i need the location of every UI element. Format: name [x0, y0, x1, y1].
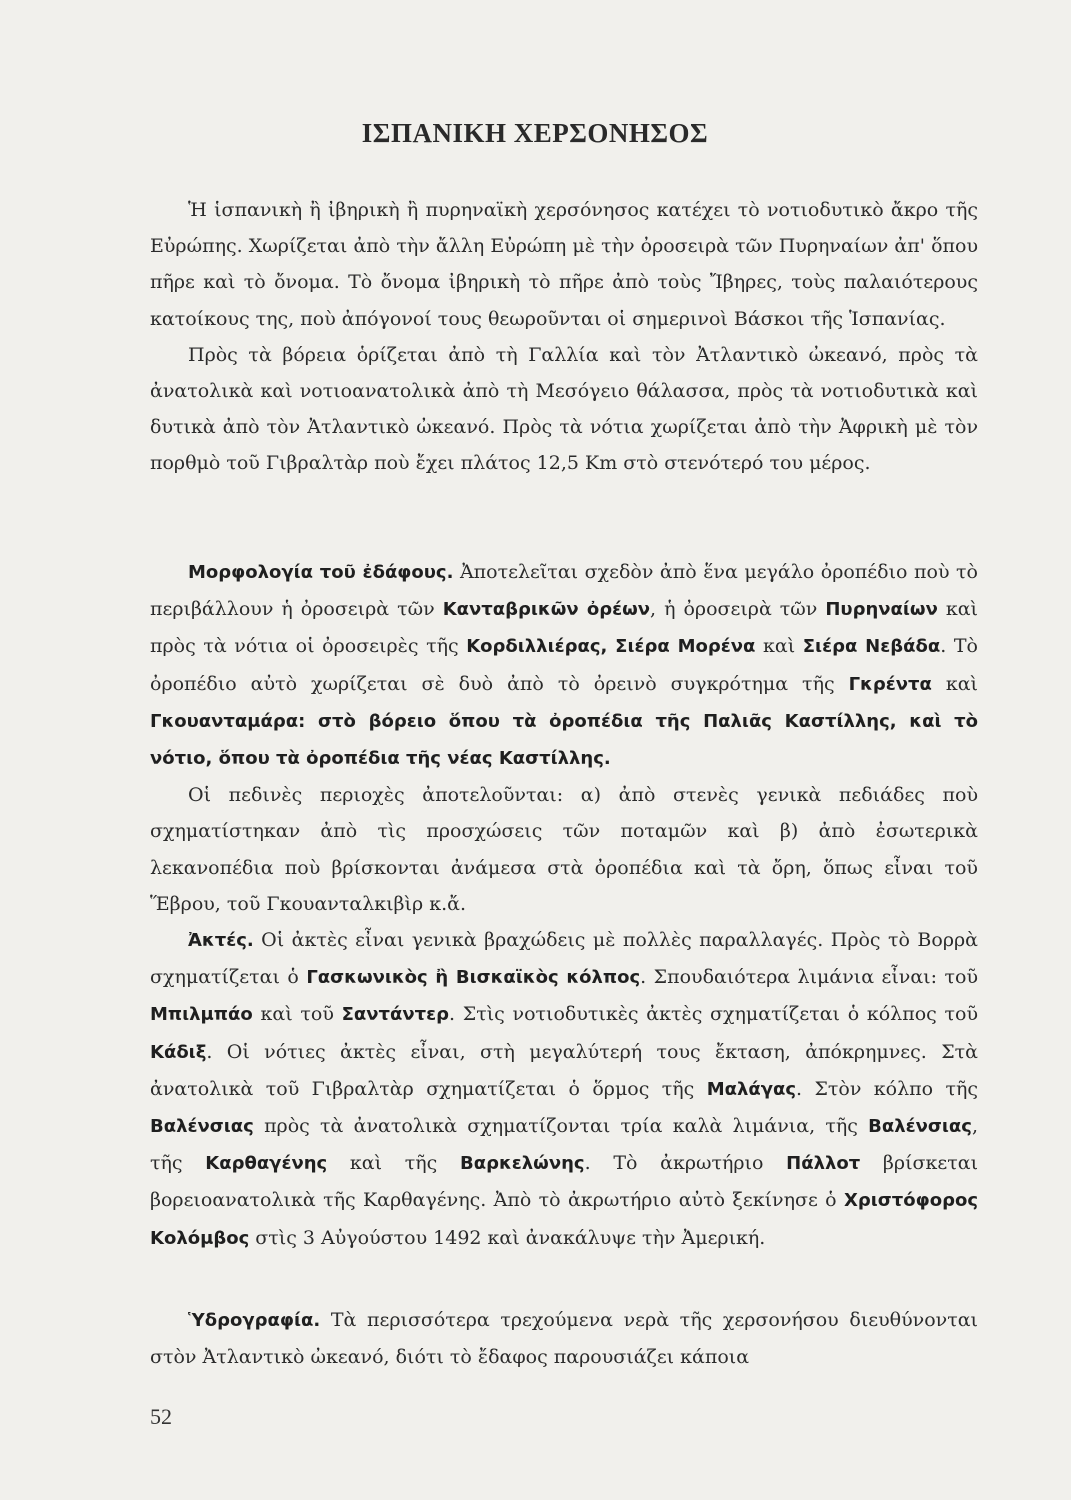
- intro-paragraph-1: Ἡ ἱσπανικὴ ἢ ἰβηρικὴ ἢ πυρηναϊκὴ χερσόνησος κατέχει τὸ νοτιοδυτικὸ ἄκρο τῆς Εὐρώπης. Χωρίζεται ἀπὸ τὴν ἄλλη Εὐρώπη μὲ τὴν ὀροσειρὰ τῶν Πυρηναίων ἀπ' ὅπου πῆρε καὶ τὸ ὄνομα. Τὸ ὄνομα ἰβηρικὴ τὸ πῆρε ἀπὸ τοὺς Ἴβηρες, τοὺς παλαιότερους κατοίκους της, ποὺ ἀπόγονοί τους θεωροῦνται οἱ σημερινοὶ Βάσκοι τῆς Ἱσπανίας.: [150, 199, 978, 330]
- text-run: , ἡ ὀροσειρὰ τῶν: [650, 598, 826, 621]
- text-run: . Οἱ νότιες ἀκτὲς εἶναι, στὴ μεγαλύτερή τους ἔκταση, ἀπόκρημνες. Στὰ ἀνατολικὰ τοῦ Γιβραλτὰρ σχηματίζεται ὁ ὅρμος τῆς: [150, 1040, 978, 1100]
- morphology-paragraph-1: [150, 554, 978, 777]
- morphology-heading: Μορφολογία τοῦ ἐδάφους.: [188, 562, 454, 583]
- text-run: Ἀποτελεῖται σχεδὸν ἀπὸ ἕνα μεγάλο ὀροπέδιο ποὺ τὸ περιβάλλουν ἡ ὀροσειρὰ τῶν: [150, 561, 978, 621]
- hydrography-paragraph: [150, 1302, 978, 1375]
- text-run: . Τὸ ἀκρωτήριο: [584, 1152, 787, 1175]
- place-name: Μαλάγας: [706, 1078, 797, 1100]
- intro-section: [150, 192, 978, 482]
- place-name: Σιέρα Νεβάδα: [802, 636, 941, 658]
- coasts-heading: Ἀκτές.: [188, 930, 254, 952]
- place-name: Πάλλοτ: [786, 1153, 861, 1175]
- text-run: καὶ τῆς: [327, 1152, 461, 1175]
- place-name: Μπιλμπάο: [150, 1004, 253, 1026]
- page-number: 52: [150, 1404, 172, 1429]
- morphology-section: [150, 554, 978, 1257]
- text-run: στὶς 3 Αὐγούστου 1492 καὶ ἀνακάλυψε τὴν Ἀμερική.: [249, 1226, 766, 1249]
- text-run: . Στὸν κόλπο τῆς: [796, 1077, 978, 1100]
- text-run: Τὰ περισσότερα τρεχούμενα νερὰ τῆς χερσονήσου διευθύνονται στὸν Ἀτλαντικὸ ὠκεανό, διότι τὸ ἔδαφος παρουσιάζει κάποια: [150, 1309, 978, 1369]
- text-run: . Στὶς νοτιοδυτικὲς ἀκτὲς σχηματίζεται ὁ κόλπος τοῦ: [449, 1003, 978, 1026]
- text-run: καὶ: [931, 672, 978, 695]
- text-run: , τῆς: [150, 1115, 978, 1175]
- place-name: Κάδιξ: [150, 1041, 207, 1063]
- person-name: Χριστόφορος Κολόμβος: [150, 1190, 978, 1249]
- intro-paragraph-2: Πρὸς τὰ βόρεια ὁρίζεται ἀπὸ τὴ Γαλλία καὶ τὸν Ἀτλαντικὸ ὠκεανό, πρὸς τὰ ἀνατολικὰ καὶ νοτιοανατολικὰ ἀπὸ τὴ Μεσόγειο θάλασσα, πρὸς τὰ νοτιοδυτικὰ καὶ δυτικὰ ἀπὸ τὸν Ἀτλαντικὸ ὠκεανό. Πρὸς τὰ νότια χωρίζεται ἀπὸ τὴν Ἀφρικὴ μὲ τὸν πορθμὸ τοῦ Γιβραλτὰρ ποὺ ἔχει πλάτος 12,5 Km στὸ στενότερό του μέρος.: [150, 343, 978, 475]
- place-name: Γκρέντα: [848, 673, 932, 695]
- hydrography-section: [150, 1302, 978, 1375]
- place-name: Γκουανταμάρα: στὸ βόρειο ὅπου τὰ ὀροπέδια τῆς Παλιᾶς Καστίλλης, καὶ τὸ νότιο, ὅπου τὰ ὀροπέδια τῆς νέας Καστίλλης.: [150, 710, 978, 770]
- place-name: Βαλένσιας: [868, 1116, 972, 1138]
- text-run: βρίσκεται βορειοανατολικὰ τῆς Καρθαγένης. Ἀπὸ τὸ ἀκρωτήριο αὐτὸ ξεκίνησε ὁ: [150, 1152, 979, 1212]
- place-name: Πυρηναίων: [825, 599, 938, 621]
- place-name: Σαντάντερ: [341, 1004, 450, 1026]
- place-name: Γασκωνικὸς ἢ Βισκαϊκὸς κόλπος: [306, 967, 641, 989]
- page-title: ΙΣΠΑΝΙΚΗ ΧΕΡΣΟΝΗΣΟΣ: [361, 118, 709, 148]
- text-run: πρὸς τὰ ἀνατολικὰ σχηματίζονται τρία καλὰ λιμάνια, τῆς: [253, 1115, 869, 1138]
- place-name: Βαρκελώνης: [460, 1153, 585, 1175]
- place-name: Κανταβρικῶν ὀρέων: [442, 599, 651, 621]
- place-name: Καρθαγένης: [205, 1153, 328, 1175]
- morphology-paragraph-2: Οἱ πεδινὲς περιοχὲς ἀποτελοῦνται: α) ἀπὸ στενὲς γενικὰ πεδιάδες ποὺ σχηματίστηκαν ἀπὸ τὶς προσχώσεις τῶν ποταμῶν καὶ β) ἀπὸ ἐσωτερικὰ λεκανοπέδια ποὺ βρίσκονται ἀνάμεσα στὰ ὀροπέδια καὶ τὰ ὄρη, ὅπως εἶναι τοῦ Ἕβρου, τοῦ Γκουανταλκιβὶρ κ.ἄ.: [150, 784, 978, 915]
- text-run: Οἱ ἀκτὲς εἶναι γενικὰ βραχώδεις μὲ πολλὲς παραλλαγές. Πρὸς τὸ Βορρὰ σχηματίζεται ὁ: [150, 929, 978, 989]
- place-name: Κορδιλλιέρας, Σιέρα Μορένα: [466, 636, 756, 658]
- text-run: . Τὸ ὀροπέδιο αὐτὸ χωρίζεται σὲ δυὸ ἀπὸ τὸ ὀρεινὸ συγκρότημα τῆς: [150, 635, 979, 695]
- text-run: . Σπουδαιότερα λιμάνια εἶναι: τοῦ: [640, 966, 978, 989]
- book-page: [150, 0, 978, 1500]
- text-run: καὶ πρὸς τὰ νότια οἱ ὀροσειρὲς τῆς: [150, 598, 978, 658]
- place-name: Βαλένσιας: [150, 1116, 254, 1138]
- text-run: καὶ: [755, 635, 803, 658]
- text-run: καὶ τοῦ: [252, 1003, 342, 1026]
- coasts-paragraph: [150, 922, 978, 1257]
- hydrography-heading: Ὑδρογραφία.: [188, 1310, 321, 1331]
